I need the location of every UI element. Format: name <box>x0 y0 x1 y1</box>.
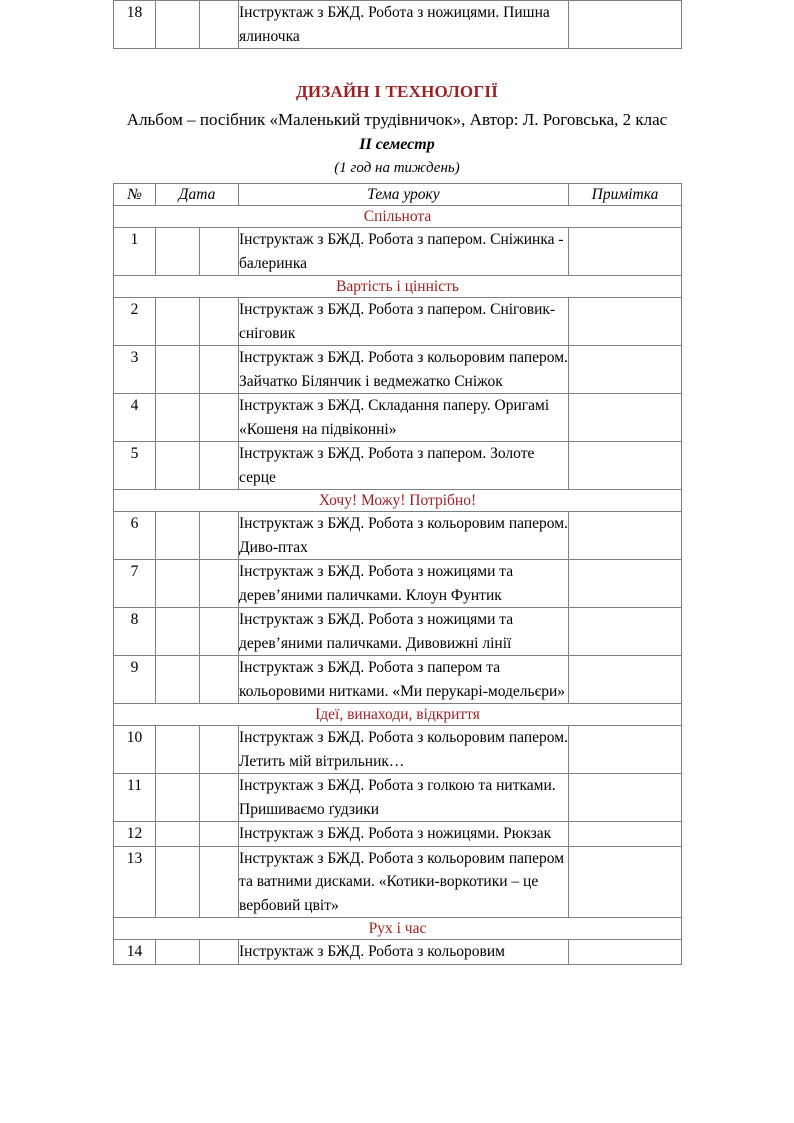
row-number: 8 <box>114 608 156 656</box>
header-date: Дата <box>156 184 239 206</box>
row-date-b[interactable] <box>200 608 239 656</box>
row-note[interactable] <box>569 228 682 276</box>
section-label: Вартість і цінність <box>114 276 682 298</box>
row-note[interactable] <box>569 346 682 394</box>
row-number: 4 <box>114 394 156 442</box>
heading-block <box>113 80 681 179</box>
row-note[interactable] <box>569 774 682 822</box>
row-date-a[interactable] <box>156 846 200 918</box>
row-date-b[interactable] <box>200 560 239 608</box>
row-date-a[interactable] <box>156 560 200 608</box>
row-date-a[interactable] <box>156 774 200 822</box>
row-number: 1 <box>114 228 156 276</box>
row-theme: Інструктаж з БЖД. Робота з ножицями. Рюкзак <box>239 822 569 847</box>
row-number: 11 <box>114 774 156 822</box>
row-theme: Інструктаж з БЖД. Робота з кольоровим папером. Зайчатко Білянчик і ведмежатко Сніжок <box>239 346 569 394</box>
section-row <box>114 704 682 726</box>
row-number: 7 <box>114 560 156 608</box>
row-theme: Інструктаж з БЖД. Робота з папером. Сніговик-сніговик <box>239 298 569 346</box>
table-header-row <box>114 184 682 206</box>
section-row <box>114 276 682 298</box>
row-theme: Інструктаж з БЖД. Робота з ножицями та дерев’яними паличками. Дивовижні лінії <box>239 608 569 656</box>
row-date-b[interactable] <box>200 512 239 560</box>
row-date-a[interactable] <box>156 1 200 49</box>
row-note[interactable] <box>569 822 682 847</box>
row-date-a[interactable] <box>156 608 200 656</box>
row-theme: Інструктаж з БЖД. Робота з голкою та нитками. Пришиваємо ґудзики <box>239 774 569 822</box>
hours-label: (1 год на тиждень) <box>334 160 460 176</box>
row-note[interactable] <box>569 846 682 918</box>
row-number: 14 <box>114 940 156 965</box>
row-date-a[interactable] <box>156 726 200 774</box>
row-number: 5 <box>114 442 156 490</box>
table-row <box>114 608 682 656</box>
table-row <box>114 1 682 49</box>
table-row <box>114 774 682 822</box>
row-date-b[interactable] <box>200 726 239 774</box>
row-theme: Інструктаж з БЖД. Робота з кольоровим папером та ватними дисками. «Котики-воркотики – це вербовий цвіт» <box>239 846 569 918</box>
row-date-a[interactable] <box>156 298 200 346</box>
row-theme: Інструктаж з БЖД. Робота з ножицями та дерев’яними паличками. Клоун Фунтик <box>239 560 569 608</box>
row-number: 13 <box>114 846 156 918</box>
row-date-b[interactable] <box>200 228 239 276</box>
row-date-b[interactable] <box>200 346 239 394</box>
row-theme: Інструктаж з БЖД. Робота з кольоровим папером. Диво-птах <box>239 512 569 560</box>
header-theme: Тема уроку <box>239 184 569 206</box>
row-date-a[interactable] <box>156 346 200 394</box>
schedule-table-body <box>114 184 682 965</box>
row-date-a[interactable] <box>156 394 200 442</box>
row-date-b[interactable] <box>200 774 239 822</box>
row-number: 6 <box>114 512 156 560</box>
row-note[interactable] <box>569 1 682 49</box>
section-label: Ідеї, винаходи, відкриття <box>114 704 682 726</box>
row-date-b[interactable] <box>200 298 239 346</box>
row-theme: Інструктаж з БЖД. Робота з папером. Сніжинка - балеринка <box>239 228 569 276</box>
row-date-b[interactable] <box>200 442 239 490</box>
row-theme: Інструктаж з БЖД. Робота з ножицями. Пишна ялиночка <box>239 1 569 49</box>
row-date-b[interactable] <box>200 1 239 49</box>
section-label: Рух і час <box>114 918 682 940</box>
document-subtitle: Альбом – посібник «Маленький трудівничок», Автор: Л. Роговська, 2 клас <box>126 110 668 129</box>
row-theme: Інструктаж з БЖД. Робота з папером. Золоте серце <box>239 442 569 490</box>
row-note[interactable] <box>569 560 682 608</box>
row-note[interactable] <box>569 940 682 965</box>
header-number: № <box>114 184 156 206</box>
section-row <box>114 490 682 512</box>
row-theme: Інструктаж з БЖД. Робота з кольоровим <box>239 940 569 965</box>
row-date-b[interactable] <box>200 822 239 847</box>
table-row <box>114 846 682 918</box>
row-date-b[interactable] <box>200 846 239 918</box>
section-row <box>114 918 682 940</box>
table-row <box>114 346 682 394</box>
row-date-b[interactable] <box>200 394 239 442</box>
table-row <box>114 822 682 847</box>
section-label: Хочу! Можу! Потрібно! <box>114 490 682 512</box>
section-row <box>114 206 682 228</box>
row-number: 9 <box>114 656 156 704</box>
row-note[interactable] <box>569 726 682 774</box>
row-theme: Інструктаж з БЖД. Складання паперу. Оригамі «Кошеня на підвіконні» <box>239 394 569 442</box>
table-row <box>114 394 682 442</box>
row-date-a[interactable] <box>156 228 200 276</box>
row-theme: Інструктаж з БЖД. Робота з папером та кольоровими нитками. «Ми перукарі-модельєри» <box>239 656 569 704</box>
row-note[interactable] <box>569 512 682 560</box>
table-row <box>114 298 682 346</box>
row-number: 2 <box>114 298 156 346</box>
row-note[interactable] <box>569 442 682 490</box>
table-row <box>114 726 682 774</box>
row-date-a[interactable] <box>156 442 200 490</box>
row-date-b[interactable] <box>200 656 239 704</box>
row-note[interactable] <box>569 656 682 704</box>
table-row <box>114 940 682 965</box>
table-row <box>114 512 682 560</box>
row-note[interactable] <box>569 394 682 442</box>
page-title: ДИЗАЙН І ТЕХНОЛОГІЇ <box>295 82 499 101</box>
row-number: 3 <box>114 346 156 394</box>
section-label: Спільнота <box>114 206 682 228</box>
row-number: 10 <box>114 726 156 774</box>
row-number: 12 <box>114 822 156 847</box>
row-date-a[interactable] <box>156 940 200 965</box>
continuation-table-body <box>114 1 682 49</box>
row-date-a[interactable] <box>156 822 200 847</box>
row-theme: Інструктаж з БЖД. Робота з кольоровим папером. Летить мій вітрильник… <box>239 726 569 774</box>
row-note[interactable] <box>569 298 682 346</box>
row-number: 18 <box>114 1 156 49</box>
row-note[interactable] <box>569 608 682 656</box>
table-row <box>114 656 682 704</box>
header-note: Примітка <box>569 184 682 206</box>
table-row <box>114 228 682 276</box>
row-date-a[interactable] <box>156 512 200 560</box>
schedule-table <box>113 183 682 965</box>
table-row <box>114 560 682 608</box>
continuation-table <box>113 0 682 49</box>
row-date-b[interactable] <box>200 940 239 965</box>
semester-label: II семестр <box>359 136 435 153</box>
table-row <box>114 442 682 490</box>
row-date-a[interactable] <box>156 656 200 704</box>
